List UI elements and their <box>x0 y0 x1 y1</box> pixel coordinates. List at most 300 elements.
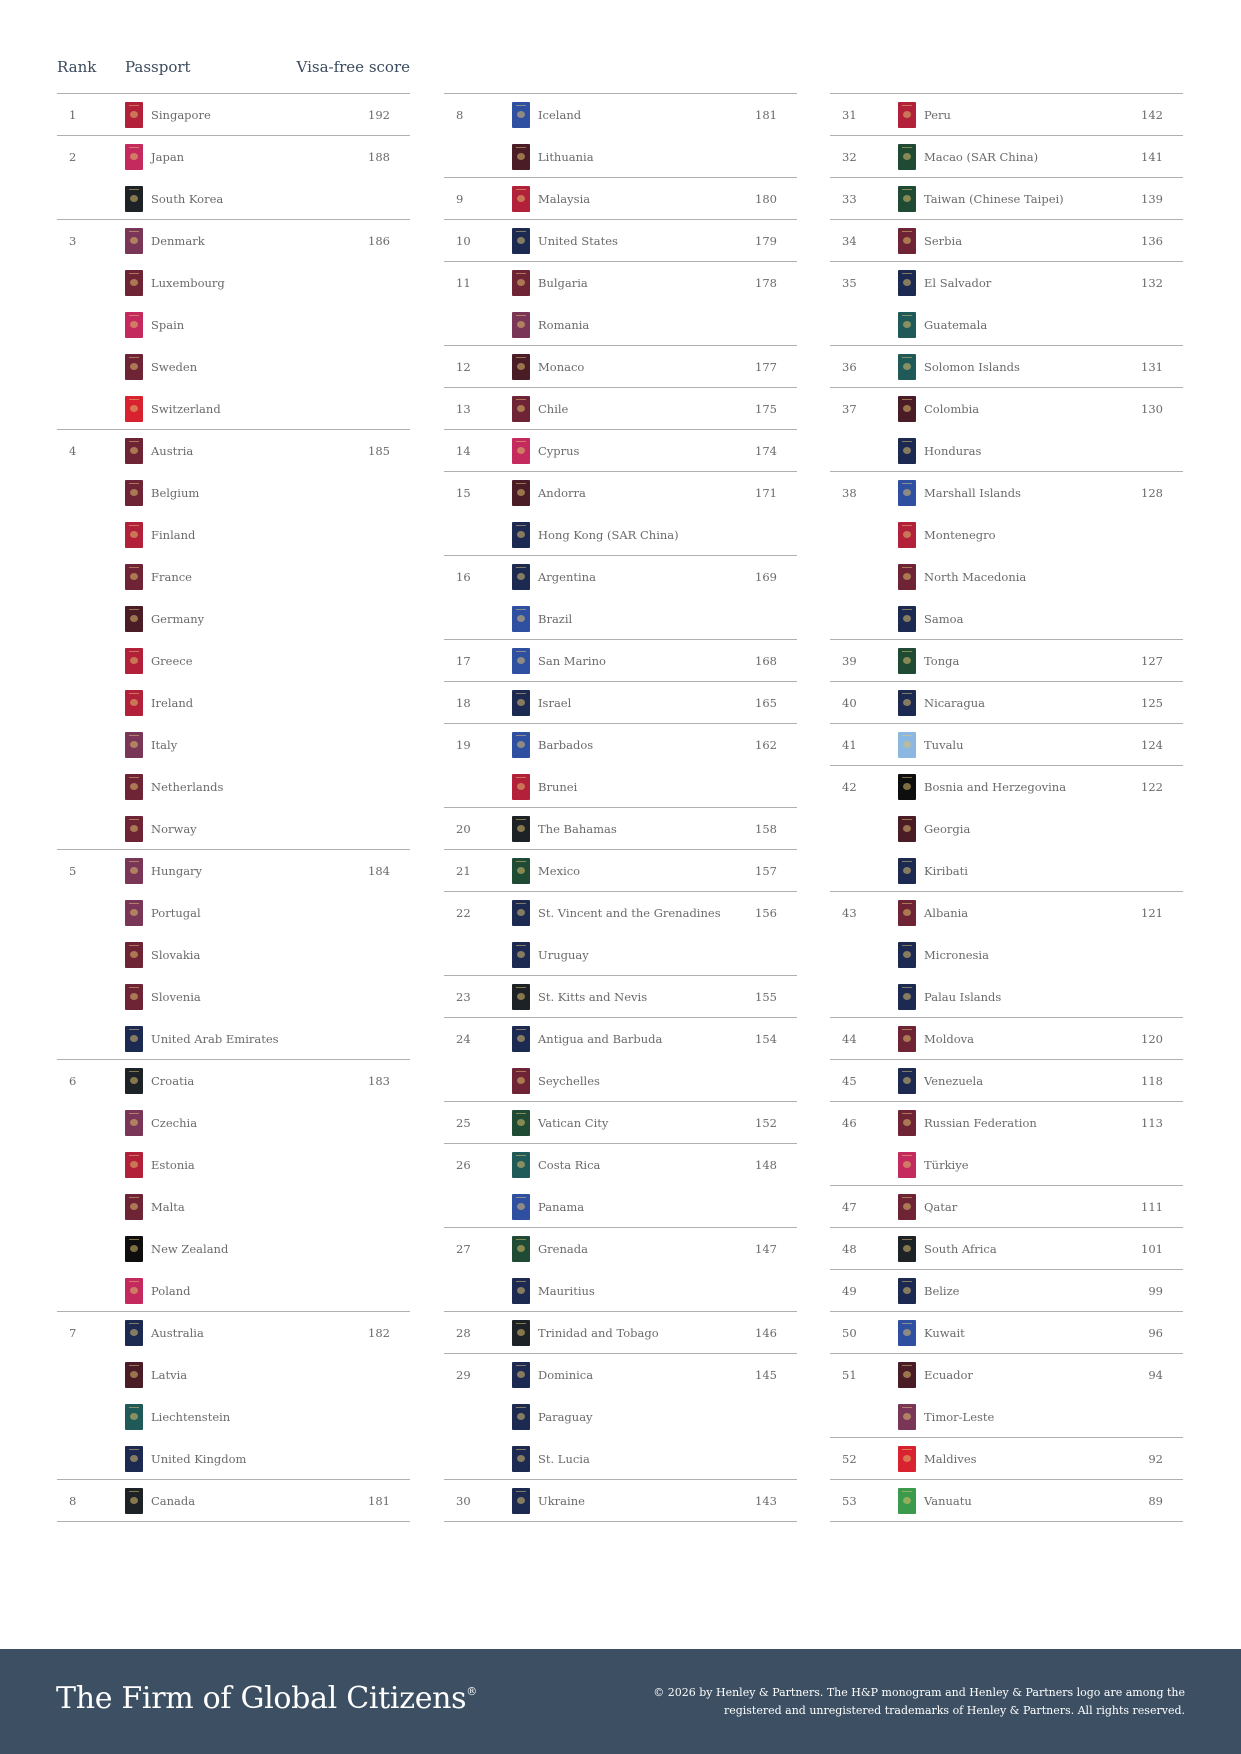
table-row <box>57 430 410 472</box>
country-name: Czechia <box>151 1116 198 1130</box>
visa-free-score: 177 <box>755 360 777 374</box>
passport-cover-icon <box>125 312 143 338</box>
visa-free-score: 180 <box>755 192 777 206</box>
country-name: Ecuador <box>924 1368 973 1382</box>
country-name: Slovenia <box>151 990 201 1004</box>
passport-cover-icon <box>898 1152 916 1178</box>
visa-free-score: 131 <box>1141 360 1163 374</box>
passport-cover-icon <box>512 312 530 338</box>
table-row <box>57 724 410 766</box>
rank-value: 12 <box>456 360 471 374</box>
country-name: St. Lucia <box>538 1452 590 1466</box>
table-row <box>444 808 797 850</box>
passport-cover-icon <box>898 102 916 128</box>
visa-free-score: 128 <box>1141 486 1163 500</box>
country-name: Bosnia and Herzegovina <box>924 780 1067 794</box>
passport-cover-icon <box>512 1320 530 1346</box>
rank-value: 27 <box>456 1242 471 1256</box>
country-name: Malta <box>151 1200 185 1214</box>
table-row <box>57 514 410 556</box>
country-name: Portugal <box>151 906 201 920</box>
table-row <box>57 136 410 178</box>
passport-cover-icon <box>512 270 530 296</box>
table-row <box>830 850 1183 892</box>
visa-free-score: 92 <box>1148 1452 1163 1466</box>
rank-value: 44 <box>842 1032 857 1046</box>
country-name: Bulgaria <box>538 276 588 290</box>
rank-value: 5 <box>69 864 77 878</box>
country-name: Hong Kong (SAR China) <box>538 528 679 542</box>
copyright-line-2: registered and unregistered trademarks of Henley & Partners. All rights reserved. <box>723 1704 1185 1717</box>
visa-free-score: 192 <box>368 108 390 122</box>
passport-cover-icon <box>512 564 530 590</box>
passport-cover-icon <box>898 354 916 380</box>
country-name: St. Kitts and Nevis <box>538 990 648 1004</box>
visa-free-score: 118 <box>1141 1074 1163 1088</box>
table-row <box>57 262 410 304</box>
country-name: Norway <box>151 822 197 836</box>
rank-header: Rank <box>57 58 97 76</box>
table-row <box>57 94 410 136</box>
rank-value: 31 <box>842 108 857 122</box>
ranking-column-3 <box>830 93 1183 1522</box>
table-row <box>444 430 797 472</box>
table-row <box>444 556 797 598</box>
table-row <box>444 1144 797 1186</box>
country-name: Slovakia <box>151 948 201 962</box>
country-name: United States <box>538 234 618 248</box>
country-name: Cyprus <box>538 444 580 458</box>
rank-value: 23 <box>456 990 471 1004</box>
country-name: Maldives <box>924 1452 977 1466</box>
passport-cover-icon <box>898 1026 916 1052</box>
rank-value: 16 <box>456 570 471 584</box>
passport-cover-icon <box>512 186 530 212</box>
rank-value: 32 <box>842 150 857 164</box>
table-row <box>57 472 410 514</box>
visa-free-score: 127 <box>1141 654 1163 668</box>
passport-cover-icon <box>898 186 916 212</box>
passport-cover-icon <box>125 144 143 170</box>
rank-value: 28 <box>456 1326 471 1340</box>
table-row <box>57 1228 410 1270</box>
passport-cover-icon <box>125 480 143 506</box>
country-name: Grenada <box>538 1242 588 1256</box>
country-name: Argentina <box>538 570 596 584</box>
table-row <box>444 220 797 262</box>
country-name: Peru <box>924 108 951 122</box>
country-name: Timor-Leste <box>924 1410 995 1424</box>
rank-value: 10 <box>456 234 471 248</box>
table-row <box>57 304 410 346</box>
table-row <box>830 1270 1183 1312</box>
passport-cover-icon <box>512 1236 530 1262</box>
rank-value: 39 <box>842 654 857 668</box>
country-name: Canada <box>151 1494 196 1508</box>
passport-cover-icon <box>125 732 143 758</box>
table-row <box>57 976 410 1018</box>
country-name: Latvia <box>151 1368 188 1382</box>
country-name: Samoa <box>924 612 964 626</box>
country-name: Hungary <box>151 864 203 878</box>
visa-free-score: 122 <box>1141 780 1163 794</box>
table-row <box>444 934 797 976</box>
country-name: Paraguay <box>538 1410 593 1424</box>
country-name: Russian Federation <box>924 1116 1037 1130</box>
visa-free-score: 132 <box>1141 276 1163 290</box>
table-row <box>444 766 797 808</box>
passport-cover-icon <box>898 270 916 296</box>
passport-cover-icon <box>512 354 530 380</box>
passport-cover-icon <box>898 1110 916 1136</box>
country-name: South Africa <box>924 1242 997 1256</box>
visa-free-score: 96 <box>1148 1326 1163 1340</box>
country-name: Serbia <box>924 234 963 248</box>
passport-cover-icon <box>512 774 530 800</box>
country-name: New Zealand <box>151 1242 229 1256</box>
passport-cover-icon <box>898 564 916 590</box>
country-name: Taiwan (Chinese Taipei) <box>924 192 1064 206</box>
country-name: Ireland <box>151 696 194 710</box>
visa-free-score: 169 <box>755 570 777 584</box>
table-row <box>444 976 797 1018</box>
country-name: Poland <box>151 1284 191 1298</box>
table-row <box>444 514 797 556</box>
country-name: South Korea <box>151 192 224 206</box>
visa-free-score: 152 <box>755 1116 777 1130</box>
passport-cover-icon <box>125 564 143 590</box>
rank-value: 46 <box>842 1116 857 1130</box>
table-row <box>830 262 1183 304</box>
table-row <box>444 1438 797 1480</box>
passport-cover-icon <box>512 1152 530 1178</box>
passport-cover-icon <box>125 606 143 632</box>
table-row <box>830 304 1183 346</box>
country-name: Netherlands <box>151 780 224 794</box>
rank-value: 3 <box>69 234 77 248</box>
passport-cover-icon <box>512 732 530 758</box>
table-row <box>57 934 410 976</box>
passport-cover-icon <box>512 1278 530 1304</box>
rank-value: 36 <box>842 360 857 374</box>
passport-cover-icon <box>125 1404 143 1430</box>
table-row <box>57 808 410 850</box>
passport-cover-icon <box>512 522 530 548</box>
visa-free-score: 154 <box>755 1032 777 1046</box>
country-name: Monaco <box>538 360 585 374</box>
table-row <box>444 1354 797 1396</box>
passport-cover-icon <box>898 438 916 464</box>
table-row <box>57 1060 410 1102</box>
visa-free-score: 124 <box>1141 738 1163 752</box>
passport-cover-icon <box>125 1068 143 1094</box>
table-row <box>57 1186 410 1228</box>
country-name: San Marino <box>538 654 606 668</box>
visa-free-score: 130 <box>1141 402 1163 416</box>
table-row <box>57 1396 410 1438</box>
country-name: Qatar <box>924 1200 958 1214</box>
rank-value: 7 <box>69 1326 77 1340</box>
passport-cover-icon <box>512 900 530 926</box>
visa-free-score: 94 <box>1148 1368 1163 1382</box>
passport-cover-icon <box>898 1320 916 1346</box>
country-name: Kuwait <box>924 1326 965 1340</box>
country-name: North Macedonia <box>924 570 1027 584</box>
rank-value: 38 <box>842 486 857 500</box>
country-name: Estonia <box>151 1158 195 1172</box>
country-name: United Kingdom <box>151 1452 247 1466</box>
passport-cover-icon <box>125 438 143 464</box>
table-row <box>444 1480 797 1522</box>
passport-cover-icon <box>512 228 530 254</box>
table-row <box>57 220 410 262</box>
passport-cover-icon <box>125 228 143 254</box>
passport-cover-icon <box>125 396 143 422</box>
rank-value: 22 <box>456 906 471 920</box>
registered-mark: ® <box>466 1685 477 1698</box>
passport-cover-icon <box>512 1488 530 1514</box>
country-name: Malaysia <box>538 192 591 206</box>
country-name: Denmark <box>151 234 205 248</box>
table-row <box>830 346 1183 388</box>
rank-value: 8 <box>69 1494 77 1508</box>
rank-value: 37 <box>842 402 857 416</box>
visa-free-score: 184 <box>368 864 390 878</box>
visa-free-score: 143 <box>755 1494 777 1508</box>
table-row <box>830 388 1183 430</box>
visa-free-score: 89 <box>1148 1494 1163 1508</box>
country-name: Spain <box>151 318 185 332</box>
table-row <box>57 1270 410 1312</box>
country-name: Kiribati <box>924 864 968 878</box>
passport-cover-icon <box>512 102 530 128</box>
rank-value: 51 <box>842 1368 857 1382</box>
rank-value: 41 <box>842 738 857 752</box>
table-row <box>830 1312 1183 1354</box>
passport-header: Passport <box>125 58 191 76</box>
table-row <box>830 808 1183 850</box>
country-name: Germany <box>151 612 205 626</box>
country-name: Sweden <box>151 360 198 374</box>
passport-cover-icon <box>125 984 143 1010</box>
passport-cover-icon <box>125 1026 143 1052</box>
visa-free-score: 175 <box>755 402 777 416</box>
table-row <box>57 1018 410 1060</box>
rank-value: 26 <box>456 1158 471 1172</box>
table-row <box>830 1480 1183 1522</box>
tagline-text: The Firm of Global Citizens <box>56 1681 467 1716</box>
passport-cover-icon <box>512 438 530 464</box>
visa-free-score: 147 <box>755 1242 777 1256</box>
table-row <box>830 976 1183 1018</box>
passport-cover-icon <box>898 1068 916 1094</box>
passport-cover-icon <box>125 522 143 548</box>
passport-cover-icon <box>125 690 143 716</box>
visa-free-score: 111 <box>1141 1200 1163 1214</box>
rank-value: 17 <box>456 654 471 668</box>
rank-value: 53 <box>842 1494 857 1508</box>
country-name: Nicaragua <box>924 696 986 710</box>
rank-value: 35 <box>842 276 857 290</box>
table-row <box>57 598 410 640</box>
visa-free-score: 155 <box>755 990 777 1004</box>
country-name: Palau Islands <box>924 990 1002 1004</box>
table-row <box>57 388 410 430</box>
country-name: Guatemala <box>924 318 988 332</box>
passport-cover-icon <box>898 942 916 968</box>
visa-free-score: 185 <box>368 444 390 458</box>
passport-cover-icon <box>512 1068 530 1094</box>
passport-cover-icon <box>898 606 916 632</box>
visa-free-score: 182 <box>368 1326 390 1340</box>
visa-free-score: 148 <box>755 1158 777 1172</box>
country-name: Switzerland <box>151 402 221 416</box>
table-row <box>444 136 797 178</box>
rank-value: 11 <box>456 276 471 290</box>
passport-cover-icon <box>512 816 530 842</box>
rank-value: 4 <box>69 444 77 458</box>
passport-cover-icon <box>898 1278 916 1304</box>
passport-cover-icon <box>125 1278 143 1304</box>
table-row <box>444 1228 797 1270</box>
country-name: Uruguay <box>538 948 589 962</box>
country-name: Tuvalu <box>924 738 964 752</box>
table-row <box>444 892 797 934</box>
table-row <box>444 598 797 640</box>
visa-free-score: 141 <box>1141 150 1163 164</box>
country-name: Japan <box>151 150 185 164</box>
passport-cover-icon <box>898 228 916 254</box>
country-name: Belgium <box>151 486 200 500</box>
table-row <box>57 346 410 388</box>
passport-cover-icon <box>125 270 143 296</box>
passport-cover-icon <box>512 144 530 170</box>
passport-cover-icon <box>512 648 530 674</box>
visa-free-score: 186 <box>368 234 390 248</box>
rank-value: 48 <box>842 1242 857 1256</box>
table-row <box>444 1396 797 1438</box>
table-row <box>57 850 410 892</box>
country-name: Andorra <box>538 486 586 500</box>
table-row <box>830 514 1183 556</box>
passport-cover-icon <box>125 1236 143 1262</box>
ranking-column-1 <box>57 93 410 1522</box>
table-row <box>830 178 1183 220</box>
table-row <box>444 178 797 220</box>
table-header <box>57 58 410 82</box>
table-row <box>57 1354 410 1396</box>
passport-cover-icon <box>898 1194 916 1220</box>
table-row <box>444 1018 797 1060</box>
visa-free-score: 101 <box>1141 1242 1163 1256</box>
rank-value: 50 <box>842 1326 857 1340</box>
passport-cover-icon <box>898 1446 916 1472</box>
visa-free-score: 188 <box>368 150 390 164</box>
country-name: Romania <box>538 318 590 332</box>
passport-cover-icon <box>125 942 143 968</box>
passport-cover-icon <box>512 942 530 968</box>
rank-value: 6 <box>69 1074 77 1088</box>
visa-free-score: 165 <box>755 696 777 710</box>
table-row <box>57 892 410 934</box>
table-row <box>830 220 1183 262</box>
table-row <box>444 262 797 304</box>
table-row <box>830 1354 1183 1396</box>
table-row <box>830 94 1183 136</box>
rank-value: 47 <box>842 1200 857 1214</box>
visa-free-score: 125 <box>1141 696 1163 710</box>
rank-value: 34 <box>842 234 857 248</box>
country-name: Israel <box>538 696 572 710</box>
table-row <box>444 304 797 346</box>
rank-value: 40 <box>842 696 857 710</box>
visa-free-score: 174 <box>755 444 777 458</box>
rank-value: 25 <box>456 1116 471 1130</box>
country-name: Austria <box>151 444 194 458</box>
rank-value: 8 <box>456 108 464 122</box>
country-name: St. Vincent and the Grenadines <box>538 906 721 920</box>
passport-cover-icon <box>512 606 530 632</box>
table-row <box>830 472 1183 514</box>
country-name: Australia <box>151 1326 204 1340</box>
visa-free-score: 99 <box>1148 1284 1163 1298</box>
rank-value: 18 <box>456 696 471 710</box>
country-name: United Arab Emirates <box>151 1032 279 1046</box>
country-name: Barbados <box>538 738 594 752</box>
table-row <box>444 388 797 430</box>
table-row <box>444 472 797 514</box>
passport-cover-icon <box>512 984 530 1010</box>
table-row <box>57 1312 410 1354</box>
rank-value: 21 <box>456 864 471 878</box>
passport-cover-icon <box>898 732 916 758</box>
passport-cover-icon <box>512 1110 530 1136</box>
passport-cover-icon <box>898 1236 916 1262</box>
rank-value: 2 <box>69 150 77 164</box>
visa-free-score: 181 <box>755 108 777 122</box>
table-row <box>830 1102 1183 1144</box>
passport-cover-icon <box>512 480 530 506</box>
country-name: Vanuatu <box>924 1494 972 1508</box>
country-name: Honduras <box>924 444 982 458</box>
table-row <box>830 892 1183 934</box>
passport-cover-icon <box>125 1362 143 1388</box>
passport-cover-icon <box>512 1362 530 1388</box>
table-row <box>444 1270 797 1312</box>
table-row <box>830 598 1183 640</box>
table-row <box>830 1228 1183 1270</box>
table-row <box>57 766 410 808</box>
country-name: Liechtenstein <box>151 1410 231 1424</box>
rank-value: 15 <box>456 486 471 500</box>
table-row <box>444 682 797 724</box>
table-row <box>830 934 1183 976</box>
passport-cover-icon <box>125 354 143 380</box>
visa-free-score: 171 <box>755 486 777 500</box>
rank-value: 30 <box>456 1494 471 1508</box>
passport-cover-icon <box>125 816 143 842</box>
visa-free-score: 179 <box>755 234 777 248</box>
rank-value: 29 <box>456 1368 471 1382</box>
visa-free-score: 183 <box>368 1074 390 1088</box>
country-name: Singapore <box>151 108 211 122</box>
passport-cover-icon <box>125 102 143 128</box>
table-row <box>830 1144 1183 1186</box>
ranking-column-2 <box>444 93 797 1522</box>
table-row <box>830 136 1183 178</box>
passport-cover-icon <box>898 522 916 548</box>
visa-free-score: 181 <box>368 1494 390 1508</box>
